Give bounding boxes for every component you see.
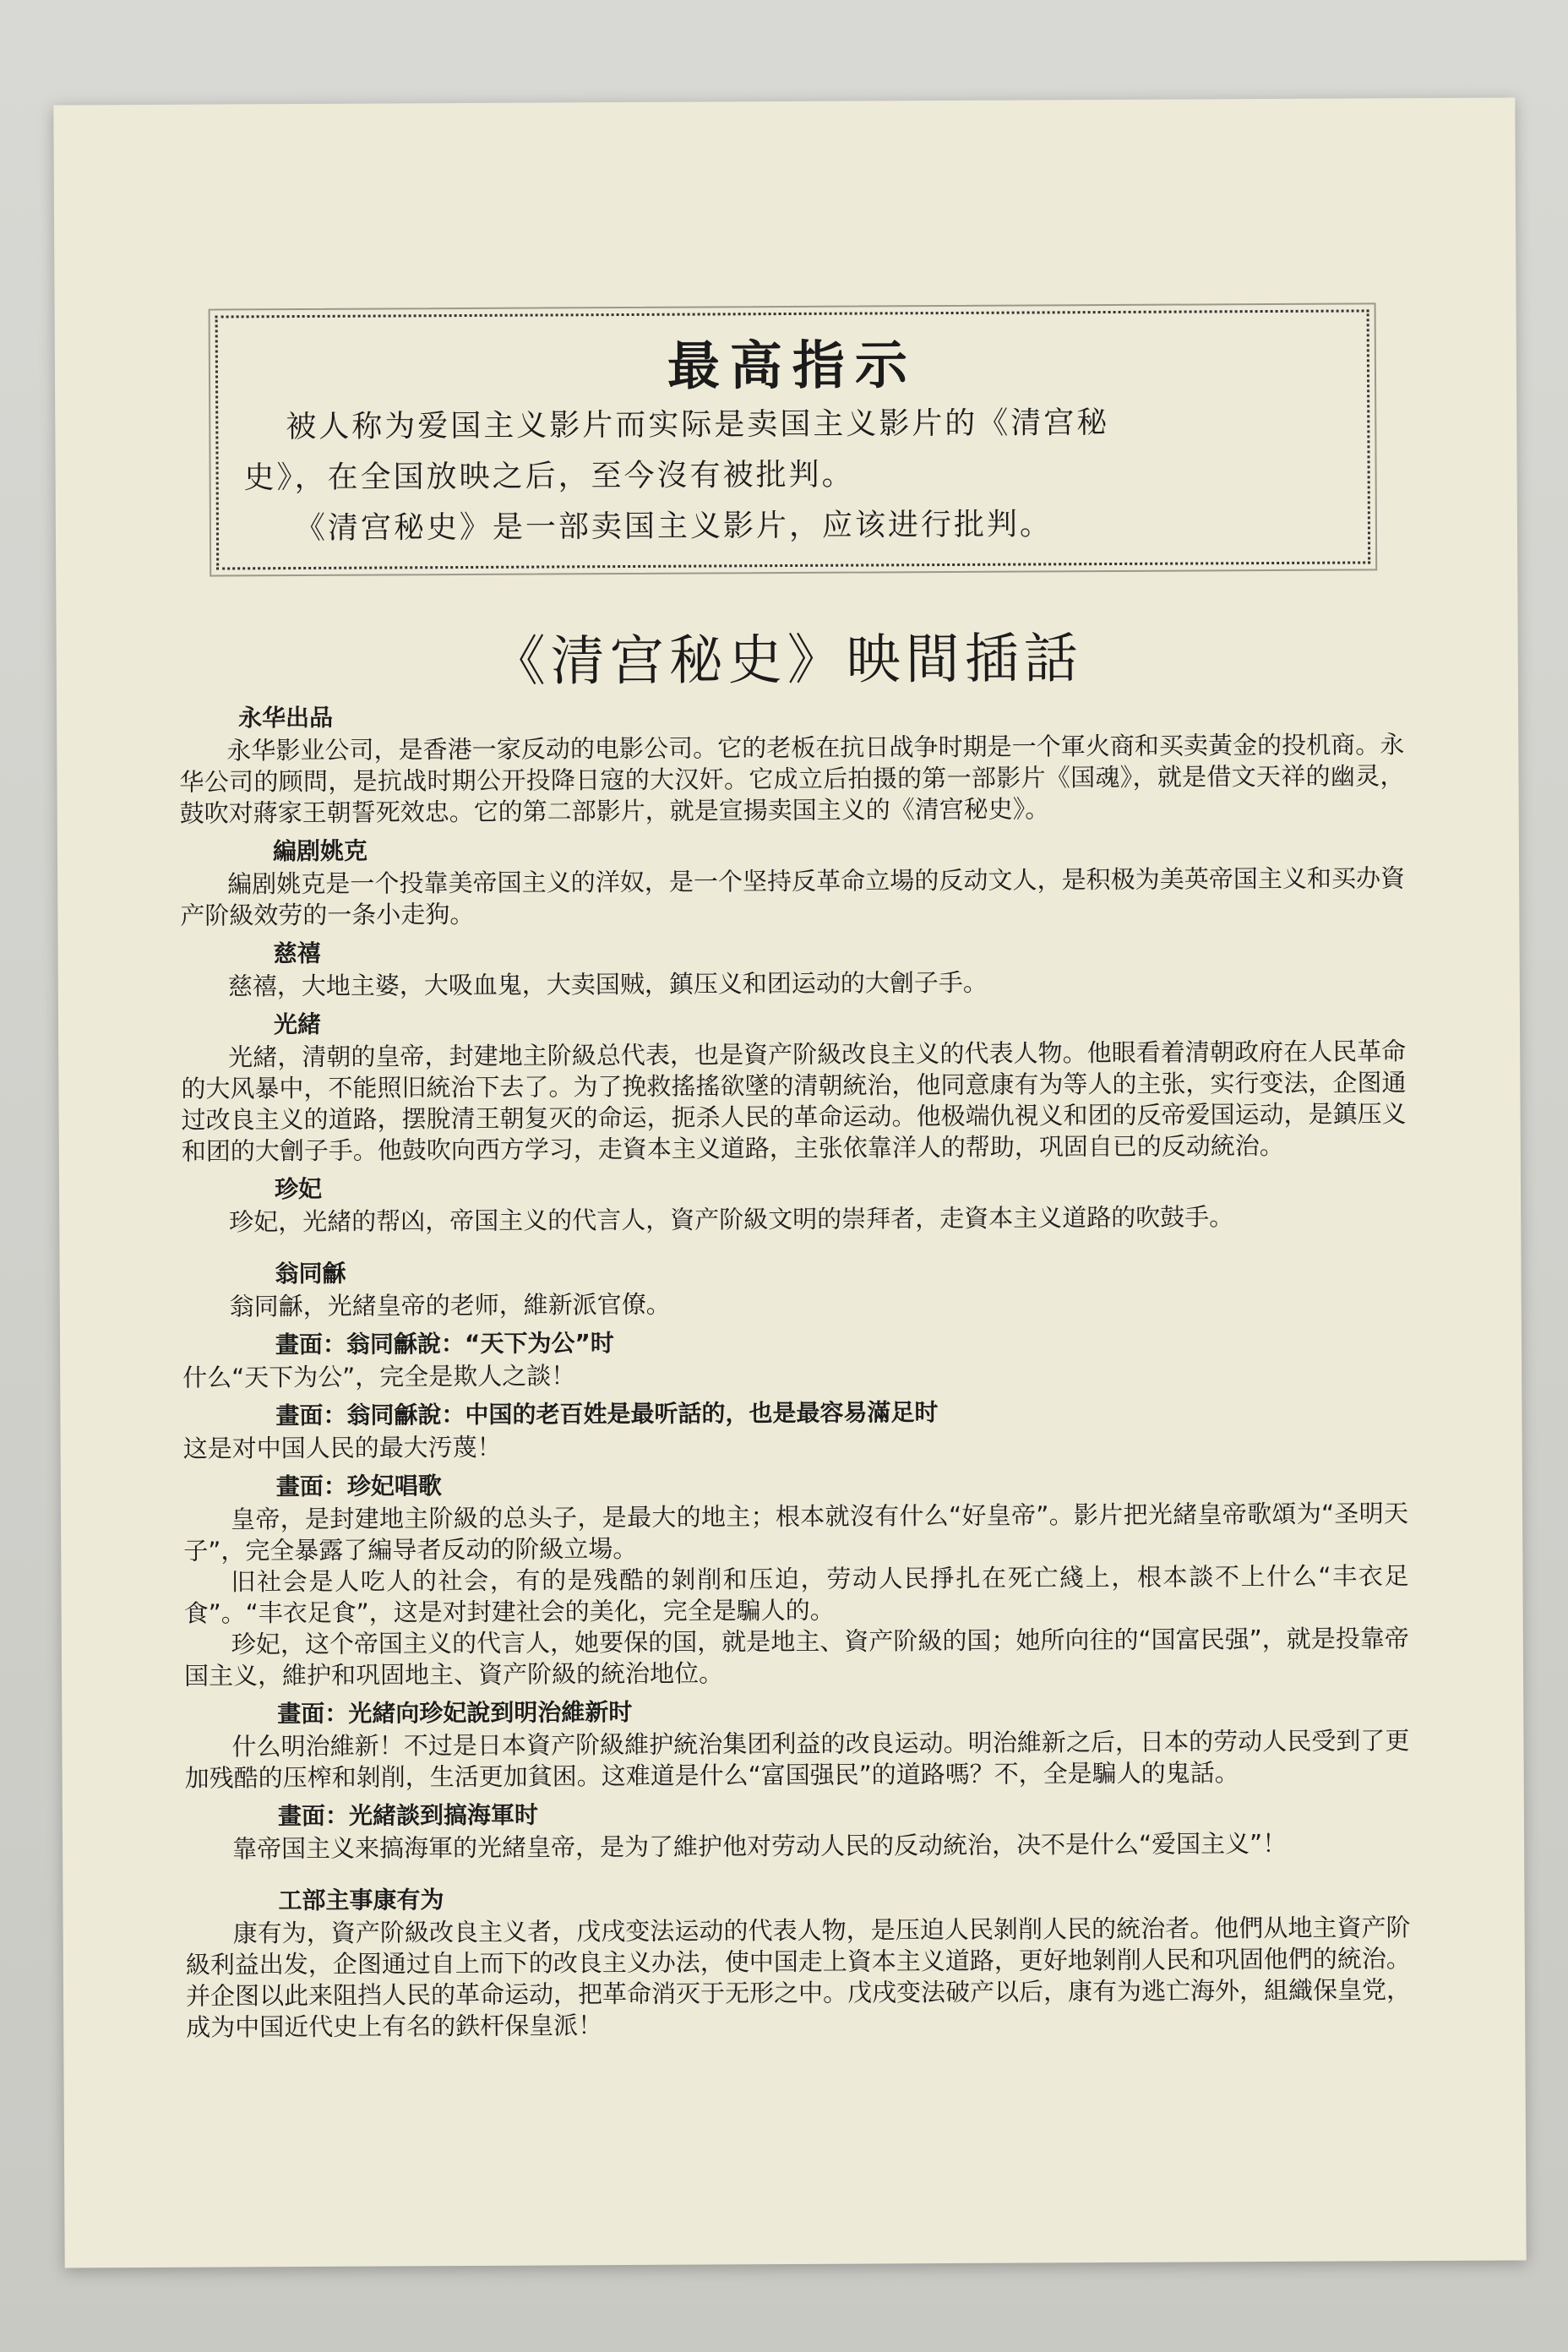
scene-heading: 畫面：翁同龢說：“天下为公”时 [275,1329,614,1359]
supreme-directive-box [215,309,1371,569]
section-heading: 永华出品 [238,703,334,732]
paragraph: 康有为，資产阶級改良主义者，戊戌变法运动的代表人物，是压迫人民剝削人民的統治者。他們从地主資产阶級利益出发，企图通过自上而下的改良主义办法，使中国走上資本主义道路，更好地剝削人民和巩固他們的統治。并企图以此来阻挡人民的革命运动，把革命消灭于无形之中。戊戌变法破产以后，康有为逃亡海外，組織保皇党，成为中国近代史上有名的鉄杆保皇派！ [185,1913,1412,2042]
paragraph: 这是对中国人民的最大汚蔑！ [182,1432,502,1463]
section-heading: 珍妃 [274,1174,323,1204]
directive-line-2: 史》，在全国放映之后，至今沒有被批判。 [243,457,855,496]
article-body [179,689,1411,2044]
paragraph: 翁同龢，光緒皇帝的老师，維新派官僚。 [229,1289,671,1321]
directive-line-3: 《清宫秘史》是一部卖国主义影片，应该进行批判。 [294,507,1054,547]
paragraph: 什么明治維新！不过是日本資产阶級維护統治集团利益的改良运动。明治維新之后，日本的劳动人民受到了更加残酷的压榨和剝削，生活更加貧困。这难道是什么“富国强民”的道路嗎？不，全是騙人的鬼話。 [184,1726,1410,1793]
paragraph: 皇帝，是封建地主阶級的总头子，是最大的地主；根本就沒有什么“好皇帝”。影片把光緒皇帝歌頌为“圣明天子”，完全暴露了編导者反动的阶級立場。 [183,1499,1409,1565]
scene-heading: 畫面：光緒談到搞海軍时 [277,1800,539,1831]
scene-heading: 畫面：光緒向珍妃說到明治維新时 [277,1697,633,1729]
leaflet-page [53,97,1526,2268]
paragraph: 慈禧，大地主婆，大吸血鬼，大卖国贼，鎮压义和团运动的大劊子手。 [227,967,988,1001]
page-title: 《清宫秘史》映間插話 [491,628,1083,694]
scene-heading: 畫面：翁同龢說：中国的老百姓是最听話的，也是最容易滿足时 [275,1398,939,1430]
section-heading: 工部主事康有为 [278,1886,444,1915]
paragraph: 珍妃，这个帝国主义的代言人，她要保的国，就是地主、資产阶級的国；她所向往的“国富民强”，就是投靠帝国主义，維护和巩固地主、資产阶級的統治地位。 [183,1624,1409,1690]
section-heading: 光緒 [273,1010,322,1039]
paragraph: 什么“天下为公”，完全是欺人之談！ [182,1361,576,1392]
section-heading: 慈禧 [273,939,321,968]
directive-line-1: 被人称为爱国主义影片而实际是卖国主义影片的《清宫秘 [286,406,1110,445]
section-heading: 編剧姚克 [272,836,368,866]
section-heading: 翁同龢 [275,1259,346,1288]
paragraph: 珍妃，光緒的帮凶，帝国主义的代言人，資产阶級文明的崇拜者，走資本主义道路的吹鼓手。 [229,1202,1234,1237]
paragraph: 旧社会是人吃人的社会，有的是残酷的剝削和压迫，劳动人民掙扎在死亡綫上，根本談不上什么“丰衣足食”。“丰衣足食”，这是对封建社会的美化，完全是騙人的。 [183,1561,1409,1628]
paragraph: 編剧姚克是一个投靠美帝国主义的洋奴，是一个坚持反革命立場的反动文人，是积极为美英帝国主义和买办資产阶級效劳的一条小走狗。 [180,863,1406,930]
scene-heading: 畫面：珍妃唱歌 [275,1472,442,1501]
paragraph: 光緒，清朝的皇帝，封建地主阶級总代表，也是資产阶級改良主义的代表人物。他眼看着清朝政府在人民革命的大风暴中，不能照旧統治下去了。为了挽救搖搖欲墜的清朝統治，他同意康有为等人的主张，实行变法，企图通过改良主义的道路，摆脫清王朝复灭的命运，扼杀人民的革命运动。他极端仇視义和团的反帝爱国运动，是鎮压义和团的大劊子手。他鼓吹向西方学习，走資本主义道路，主张依靠洋人的帮助，巩固自已的反动統治。 [181,1037,1407,1166]
paragraph: 靠帝国主义来搞海軍的光緒皇帝，是为了維护他对劳动人民的反动統治，决不是什么“爱国主义”！ [232,1828,1288,1864]
directive-title: 最高指示 [667,334,918,397]
paragraph: 永华影业公司，是香港一家反动的电影公司。它的老板在抗日战争时期是一个軍火商和买卖黃金的投机商。永华公司的顾問，是抗战时期公开投降日寇的大汉奸。它成立后拍摄的第一部影片《国魂》，就是借文天祥的幽灵，鼓吹对蔣家王朝誓死效忠。它的第二部影片，就是宣揚卖国主义的《清宫秘史》。 [179,730,1405,828]
